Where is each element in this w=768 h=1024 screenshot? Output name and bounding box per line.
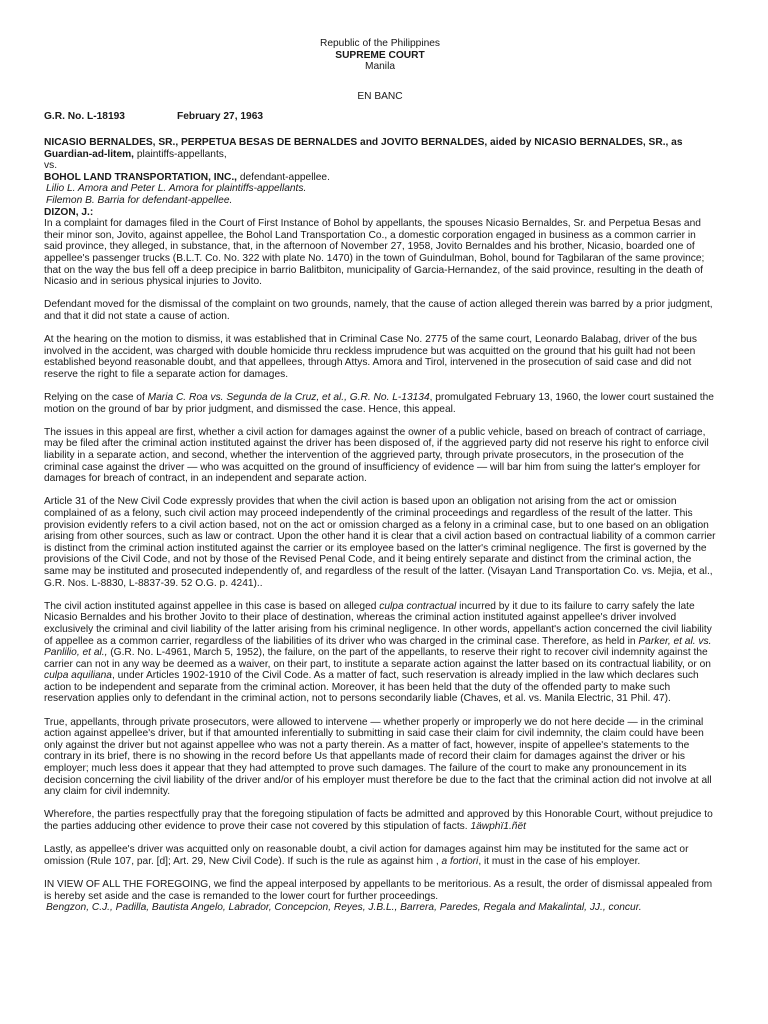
decision-body (44, 218, 716, 914)
paragraph-4-text-b: , promulgated February 13, 1960, the lower court sustained the motion on the ground of bar by prior judgment, and dismissed the case. Hence, this appeal. (44, 392, 714, 415)
term-a-fortiori: a fortiori (441, 855, 479, 867)
case-number-line (44, 111, 716, 123)
paragraph-7-text-a: The civil action instituted against appellee in this case is based on alleged (44, 600, 380, 612)
appellee-line (44, 172, 716, 184)
case-citation-roa: Maria C. Roa vs. Segunda de la Cruz, et al., G.R. No. L-13134 (147, 392, 430, 404)
ponente-line: DIZON, J.: (44, 206, 94, 218)
counsel-appellants: Lilio L. Amora and Peter L. Amora for plaintiffs-appellants. (46, 183, 307, 195)
document-header (44, 38, 716, 102)
appellants-names: NICASIO BERNALDES, SR., PERPETUA BESAS DE BERNALDES and JOVITO BERNALDES, aided by NICASIO BERNALDES, SR., as Guardian-ad-litem, (44, 136, 683, 160)
paragraph-10-text-b: , it must in the case of his employer. (478, 855, 641, 867)
gr-number: G.R. No. L-18193 (44, 111, 125, 123)
paragraph-5: The issues in this appeal are first, whether a civil action for damages against the owner of a public vehicle, based on breach of contract of carriage, may be filed after the criminal action instituted against the driver has been disposed of, if the aggrieved party did not reserve his right to enforce civil liability in a separate action, and second, whether the intervention of the aggrieved party, through private prosecutors, in the prosecution of the criminal case against the driver — who was acquitted on the ground of insufficiency of evidence — will bar him from suing the latter's employer for damages for breach of contract, in an independent and separate action. (44, 426, 709, 485)
term-culpa-aquiliana: culpa aquiliana (44, 670, 112, 682)
concurring-justices: Bengzon, C.J., Padilla, Bautista Angelo, Labrador, Concepcion, Reyes, J.B.L., Barrera, Paredes, Regala and Makalintal, JJ., concur. (46, 902, 642, 914)
paragraph-7-text-c: (G.R. No. L-4961, March 5, 1952), the failure, on the part of the appellants, to reserve their right to recover civil indemnity against the carrier can not in any way be deemed as a waiver, on their part, to institute a separate action against the latter based on its contractual liability, or on (44, 647, 711, 670)
decision-date: February 27, 1963 (176, 111, 264, 123)
paragraph-7-text-b: incurred by it due to its failure to carry safely the late Nicasio Bernaldes and his brother Jovito to their place of destination, whereas the criminal action instituted against appellee's driver involved exclusively the criminal and civil liability of the latter arising from his criminal negligence. In other words, appellant's action concerned the civil liability of appellee as a common carrier, regardless of the liabilities of its driver who was charged in the criminal case. Therefore, as held in (44, 600, 712, 647)
court-name: SUPREME COURT (335, 49, 425, 61)
case-citation-parker: Parker, et al. vs. Panlilio, et al., (44, 635, 712, 659)
division-line: EN BANC (357, 90, 403, 102)
dispositive-paragraph: IN VIEW OF ALL THE FOREGOING, we find the appeal interposed by appellants to be meritorious. As a result, the order of dismissal appealed from is hereby set aside and the case is remanded to the lower court for further proceedings. (44, 878, 713, 902)
paragraph-9-text: Wherefore, the parties respectfully pray that the foregoing stipulation of facts be admitted and approved by this Honorable Court, without prejudice to the parties adducing other evidence to prove their case not covered by this stipulation of facts. (44, 809, 713, 832)
paragraph-7 (44, 601, 716, 705)
paragraph-6: Article 31 of the New Civil Code expressly provides that when the civil action is based upon an obligation not arising from the act or omission complained of as a felony, such civil action may proceed independently of the criminal proceedings and regardless of the result of the latter. This provision evidently refers to a civil action based, not on the act or omission charged as a felony in a criminal case, but to one based on an obligation arising from other sources, such as law or contract. Upon the other hand it is clear that a civil action based on contractual liability of a common carrier is distinct from the criminal action instituted against the carrier or its employee based on the latter's criminal negligence. The first is governed by the provisions of the Civil Code, and not by those of the Revised Penal Code, and it being entirely separate and distinct from the criminal action, the same may be instituted and prosecuted independently of, and regardless of the result of the latter. (Visayan Land Transportation Co. vs. Mejia, et al., G.R. Nos. L-8830, L-8837-39. 52 O.G. p. 4241).. (44, 496, 716, 589)
paragraph-7-text-d: , under Articles 1902-1910 of the Civil Code. As a matter of fact, such reservation is already implied in the law which declares such action to be independent and separate from the criminal action. Moreover, it has been held that the duty of the offended party to make such reservation applies only to defendant in the criminal action, not to persons secondarily liable (Chaves, et al. vs. Manila Electric, 31 Phil. 47). (44, 670, 699, 705)
counsel-appellee: Filemon B. Barria for defendant-appellee. (46, 194, 233, 206)
appellee-name: BOHOL LAND TRANSPORTATION, INC., (44, 171, 237, 183)
watermark-text: 1äwphï1.ñët (470, 821, 526, 832)
term-culpa-contractual: culpa contractual (379, 600, 457, 612)
paragraph-2: Defendant moved for the dismissal of the complaint on two grounds, namely, that the cause of action alleged therein was barred by a prior judgment, and that it did not state a cause of action. (44, 299, 713, 322)
paragraph-4-text-a: Relying on the case of (44, 392, 148, 404)
city-line: Manila (364, 61, 395, 73)
appellants-role: plaintiffs-appellants, (134, 148, 227, 160)
paragraph-10 (44, 844, 716, 867)
decision-document (44, 38, 716, 914)
case-caption (44, 137, 716, 218)
paragraph-4 (44, 392, 716, 415)
paragraph-8: True, appellants, through private prosecutors, were allowed to intervene — whether properly or improperly we do not here decide — in the criminal action against appellee's driver, but if that amounted inferentially to submitting in said case their claim for civil indemnity, the claim could have been only against the driver but not against appellee who was not a party therein. As a matter of fact, however, inspite of appellee's statements to the contrary in its brief, there is no showing in the record before Us that appellants made of record their claim for damages against the driver or his employer; much less does it appear that they had attempted to prove such damages. The failure of the court to make any pronouncement in its decision concerning the civil liability of the driver and/or of his employer must therefore be due to the fact that the criminal action did not involve at all any claim for civil indemnity. (44, 716, 712, 798)
paragraph-1: In a complaint for damages filed in the Court of First Instance of Bohol by appellants, the spouses Nicasio Bernaldes, Sr. and Perpetua Besas and their minor son, Jovito, against appellee, the Bohol Land Transportation Co., a domestic corporation engaged in business as a common carrier in said province, they alleged, in substance, that, in the afternoon of November 27, 1958, Jovito Bernaldes and his brother, Nicasio, boarded one of appellee's passenger trucks (B.L.T. Co. No. 322 with plate No. 1470) in the town of Guindulman, Bohol, bound for Tagbilaran of the same province; that on the way the bus fell off a deep precipice in barrio Balitbiton, municipality of Garcia-Hernandez, of the said province, resulting in the death of Nicasio and in serious physical injuries to Jovito. (44, 218, 705, 288)
paragraph-3: At the hearing on the motion to dismiss, it was established that in Criminal Case No. 2775 of the same court, Leonardo Balabag, driver of the bus involved in the accident, was charged with double homicide thru reckless imprudence but was acquitted on the ground that his guilt had not been established beyond reasonable doubt, and that appellees, through Attys. Amora and Tirol, intervened in the prosecution of said case and did not reserve the right to file a separate action for damages. (44, 334, 697, 380)
appellants-line (44, 137, 716, 160)
appellee-role: defendant-appellee. (237, 171, 330, 183)
paragraph-10-text-a: Lastly, as appellee's driver was acquitted only on reasonable doubt, a civil action for damages against him may be instituted for the same act or omission (Rule 107, par. [d]; Art. 29, New Civil Code). If such is the rule as against him , (44, 844, 689, 867)
paragraph-9 (44, 809, 716, 832)
versus-line: vs. (44, 160, 58, 172)
country-line: Republic of the Philippines (319, 38, 441, 49)
